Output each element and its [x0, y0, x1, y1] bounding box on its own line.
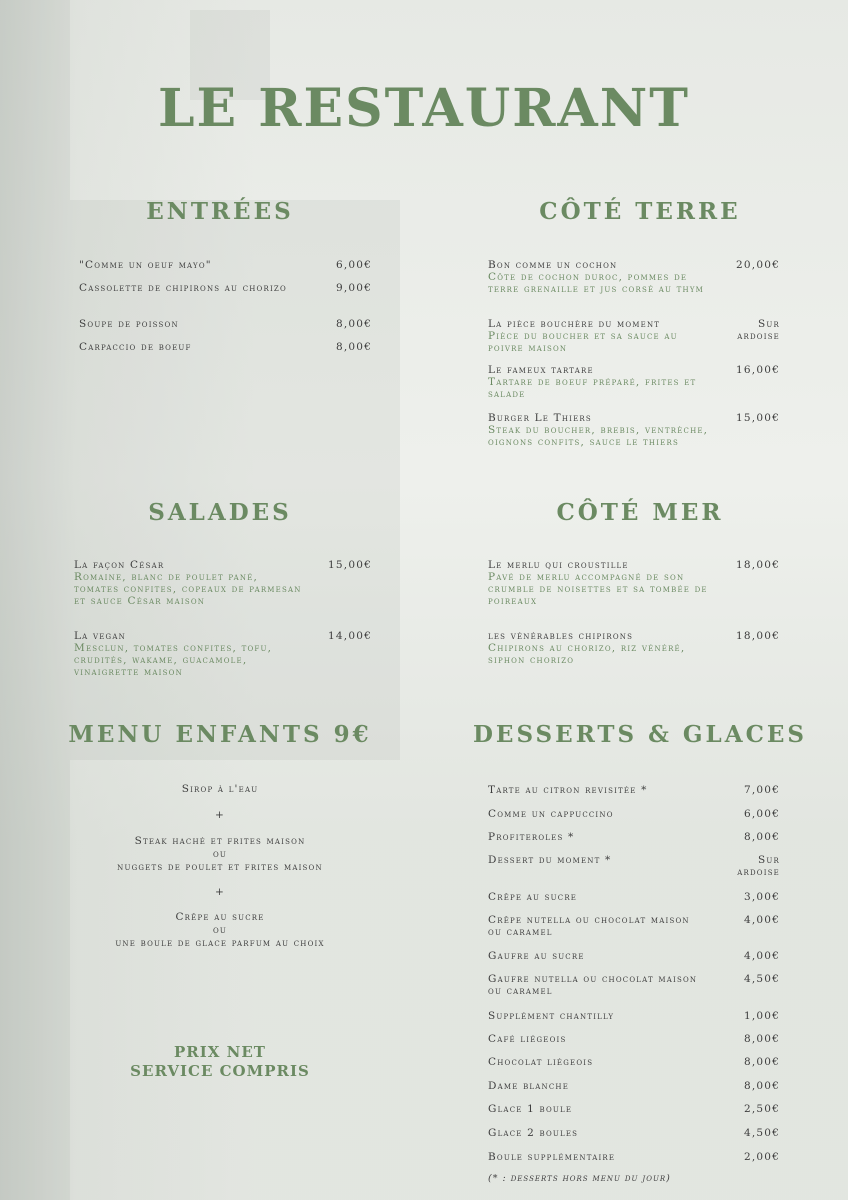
menu-item — [488, 1080, 698, 1092]
item-name: les vénérables chipirons — [488, 630, 634, 642]
item-name: Crêpe nutella ou chocolat maison ou caramel — [488, 914, 690, 938]
kids-menu-line: + — [215, 809, 225, 821]
item-description: Côte de cochon duroc, pommes de terre grenaille et jus corsé au thym — [488, 271, 705, 295]
item-price: 2,50€ — [743, 1103, 780, 1115]
item-name: Boule supplémentaire — [488, 1151, 616, 1163]
item-price: Sur ardoise — [737, 854, 780, 878]
item-price: 14,00€ — [328, 630, 372, 642]
item-name: La façon César — [74, 559, 165, 571]
item-price: 9,00€ — [335, 282, 372, 294]
item-price: 3,00€ — [743, 891, 780, 903]
item-price: 1,00€ — [743, 1010, 780, 1022]
item-name: Dame blanche — [488, 1080, 570, 1092]
item-name: Dessert du moment * — [488, 854, 612, 866]
item-price: 8,00€ — [335, 341, 372, 353]
item-description: Mesclun, tomates confites, tofu, crudités, wakame, guacamole, vinaigrette maison — [74, 642, 273, 678]
item-price: 4,50€ — [743, 973, 780, 985]
item-price: 18,00€ — [736, 630, 780, 642]
item-price: 8,00€ — [743, 1033, 780, 1045]
kids-menu-line: Steak haché et frites maison — [134, 835, 306, 847]
menu-item — [79, 259, 309, 271]
page-title: LE RESTAURANT — [157, 78, 691, 139]
item-description: Romaine, blanc de poulet pané, tomates confites, copeaux de parmesan et sauce César maison — [74, 571, 302, 607]
kids-menu-line: Crêpe au sucre — [175, 911, 265, 923]
item-name: Supplément chantilly — [488, 1010, 615, 1022]
menu-item — [488, 259, 713, 295]
item-name: Soupe de poisson — [79, 318, 179, 330]
menu-item — [74, 630, 306, 678]
item-price: 4,00€ — [743, 914, 780, 926]
item-price: 8,00€ — [335, 318, 372, 330]
menu-item — [79, 318, 309, 330]
menu-item — [488, 630, 713, 666]
item-price: 6,00€ — [743, 808, 780, 820]
item-description: Pavé de merlu accompagné de son crumble de noisettes et sa tombée de poireaux — [488, 571, 708, 607]
menu-item — [488, 412, 713, 448]
item-price: 2,00€ — [743, 1151, 780, 1163]
item-price: 4,00€ — [743, 950, 780, 962]
section-title-entrees: ENTRÉES — [146, 198, 294, 225]
menu-item — [488, 950, 698, 962]
item-name: Glace 1 boule — [488, 1103, 573, 1115]
item-name: Bon comme un cochon — [488, 259, 618, 271]
menu-item — [488, 808, 698, 820]
item-name: Crêpe au sucre — [488, 891, 578, 903]
menu-item — [488, 1151, 698, 1163]
item-description: Chipirons au chorizo, riz vénéré, siphon chorizo — [488, 642, 686, 666]
item-name: La vegan — [74, 630, 126, 642]
item-name: Glace 2 boules — [488, 1127, 579, 1139]
menu-item — [488, 318, 713, 354]
section-title-cote-mer: CÔTÉ MER — [556, 499, 724, 526]
item-name: Burger Le Thiers — [488, 412, 592, 424]
item-name: Gaufre au sucre — [488, 950, 585, 962]
item-price: 15,00€ — [328, 559, 372, 571]
menu-item — [488, 559, 713, 607]
item-price: 6,00€ — [335, 259, 372, 271]
section-title-desserts: DESSERTS & GLACES — [472, 721, 808, 748]
menu-item — [488, 891, 698, 903]
menu-item — [488, 364, 713, 400]
item-name: Profiteroles * — [488, 831, 575, 843]
item-name: "Comme un oeuf mayo" — [79, 259, 212, 271]
menu-item — [488, 914, 698, 938]
item-name: Café liégeois — [488, 1033, 567, 1045]
kids-menu-line: une boule de glace parfum au choix — [115, 937, 325, 949]
menu-item — [79, 341, 309, 353]
item-name: Cassolette de chipirons au chorizo — [79, 282, 287, 294]
item-price: 7,00€ — [743, 784, 780, 796]
item-name: Comme un cappuccino — [488, 808, 614, 820]
menu-item — [488, 831, 698, 843]
item-price: 8,00€ — [743, 831, 780, 843]
section-title-cote-terre: CÔTÉ TERRE — [539, 198, 741, 225]
item-name: Le fameux tartare — [488, 364, 594, 376]
item-price: 16,00€ — [736, 364, 780, 376]
item-price: 4,50€ — [743, 1127, 780, 1139]
kids-menu-line: ou — [212, 924, 228, 936]
item-price: 8,00€ — [743, 1080, 780, 1092]
item-name: La pièce bouchère du moment — [488, 318, 661, 330]
kids-menu-line: Sirop à l'eau — [181, 783, 259, 795]
menu-item — [79, 282, 309, 294]
menu-item — [488, 1056, 698, 1068]
menu-item — [488, 1033, 698, 1045]
item-name: Carpaccio de boeuf — [79, 341, 192, 353]
kids-menu-line: nuggets de poulet et frites maison — [117, 861, 323, 873]
item-name: Chocolat liégeois — [488, 1056, 594, 1068]
menu-item — [488, 973, 698, 997]
footer-prix-net: PRIX NET — [174, 1043, 266, 1061]
item-description: Steak du boucher, brebis, ventrèche, oignons confits, sauce le thiers — [488, 424, 709, 448]
item-name: Tarte au citron revisitée * — [488, 784, 648, 796]
item-price: 20,00€ — [736, 259, 780, 271]
kids-menu-line: ou — [212, 848, 228, 860]
section-title-menu-enfants: MENU ENFANTS 9€ — [68, 721, 372, 748]
menu-item — [488, 854, 698, 866]
menu-item — [488, 1010, 698, 1022]
footer-service-compris: SERVICE COMPRIS — [130, 1062, 310, 1080]
section-title-salades: SALADES — [148, 499, 292, 526]
item-name: Le merlu qui croustille — [488, 559, 629, 571]
menu-item — [488, 1127, 698, 1139]
item-price: 18,00€ — [736, 559, 780, 571]
menu-item — [488, 784, 698, 796]
kids-menu-line: + — [215, 886, 225, 898]
item-name: Gaufre nutella ou chocolat maison ou caramel — [488, 973, 698, 997]
desserts-footnote: (* : desserts hors menu du jour) — [488, 1173, 671, 1184]
item-description: Tartare de boeuf préparé, frites et salade — [488, 376, 697, 400]
item-price: 15,00€ — [736, 412, 780, 424]
menu-item — [74, 559, 306, 607]
item-description: Pièce du boucher et sa sauce au poivre maison — [488, 330, 678, 354]
item-price: Sur ardoise — [737, 318, 780, 342]
item-price: 8,00€ — [743, 1056, 780, 1068]
menu-item — [488, 1103, 698, 1115]
